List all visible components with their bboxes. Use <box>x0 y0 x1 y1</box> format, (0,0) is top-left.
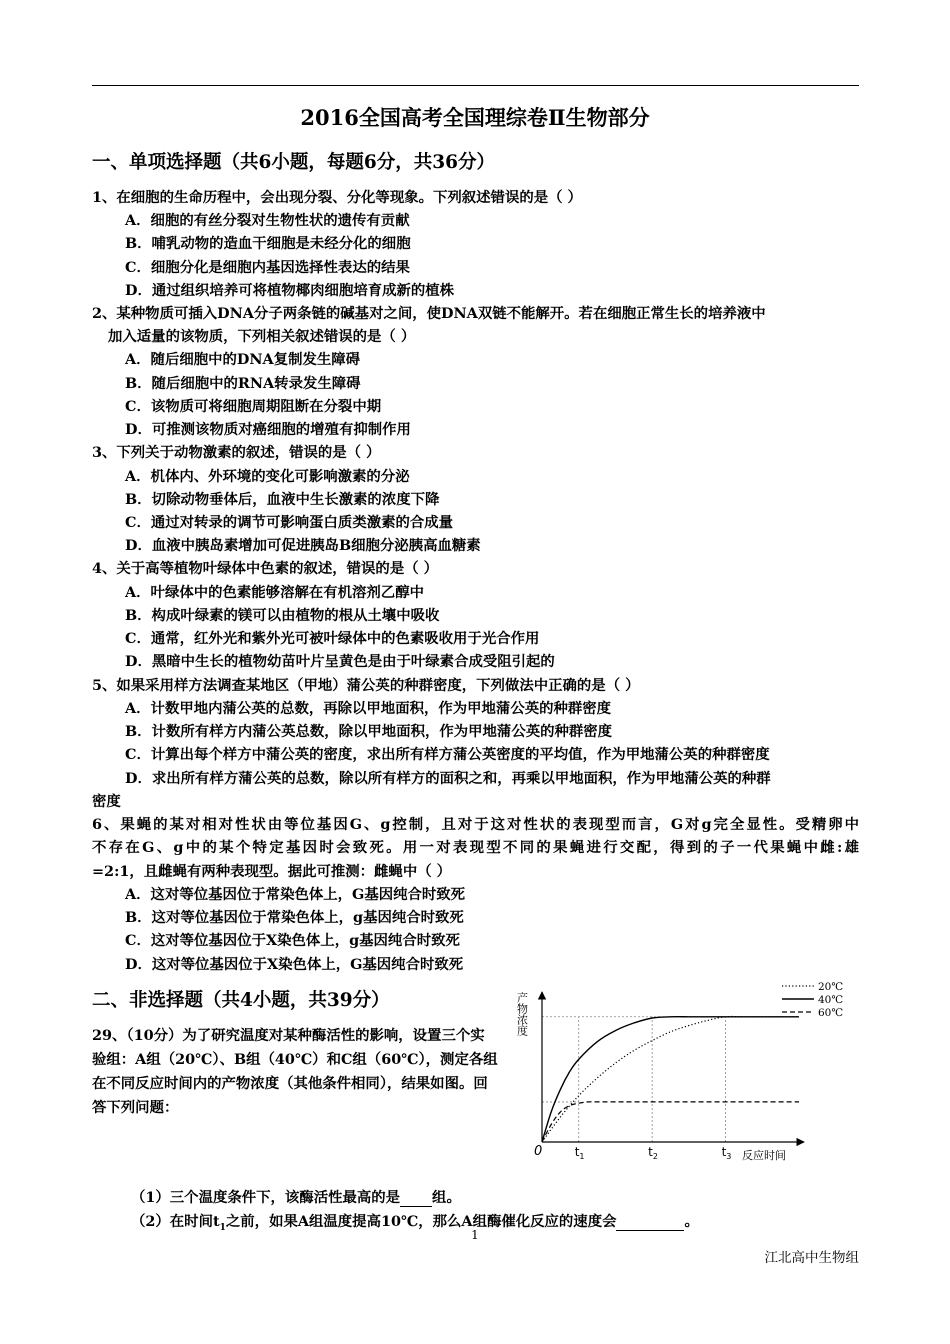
q4-option-c: C．通常，红外光和紫外光可被叶绿体中的色素吸收用于光合作用 <box>125 630 540 647</box>
section-2-heading: 二、非选择题（共4小题，共39分） <box>92 990 390 1011</box>
series-line-20℃ <box>542 1017 799 1142</box>
q29-sub2-subscript: 1 <box>219 1222 226 1233</box>
q29-sub1-text: （1）三个温度条件下，该酶活性最高的是 <box>131 1189 401 1206</box>
page-title: 2016全国高考全国理综卷Ⅱ生物部分 <box>300 105 650 130</box>
q1-option-c: C．细胞分化是细胞内基因选择性表达的结果 <box>125 259 410 276</box>
q6-option-c: C．这对等位基因位于X染色体上，g基因纯合时致死 <box>125 932 460 949</box>
q6-stem: 6、果蝇的某对相对性状由等位基因G、g控制，且对于这对性状的表现型而言，G对g完全显性。受精卵中 <box>92 816 859 833</box>
q5-option-d: D．求出所有样方蒲公英的总数，除以所有样方的面积之和，再乘以甲地面积，作为甲地蒲公英的种群 <box>125 770 771 787</box>
q5-stem: 5、如果采用样方法调查某地区（甲地）蒲公英的种群密度，下列做法中正确的是（ ） <box>92 677 640 694</box>
q29-sub2-end: 。 <box>684 1213 699 1230</box>
y-axis-label: 产物浓度 <box>515 992 529 1036</box>
q2-option-c: C．该物质可将细胞周期阻断在分裂中期 <box>125 398 382 415</box>
q5-option-a: A．计数甲地内蒲公英的总数，再除以甲地面积，作为甲地蒲公英的种群密度 <box>125 700 612 717</box>
legend-label-40℃: 40℃ <box>818 994 844 1006</box>
chart-guide-lines <box>542 1017 726 1142</box>
q29-intro: 29、（10分）为了研究温度对某种酶活性的影响，设置三个实验组：A组（20℃）、B组（40℃）和C组（60℃），测定各组在不同反应时间内的产物浓度（其他条件相同），结果如图。回答下列问题： <box>92 1027 498 1116</box>
section-1-heading: 一、单项选择题（共6小题，每题6分，共36分） <box>92 152 495 173</box>
series-line-40℃ <box>542 1017 799 1142</box>
q3-option-d: D．血液中胰岛素增加可促进胰岛B细胞分泌胰高血糖素 <box>125 537 481 554</box>
legend-label-60℃: 60℃ <box>818 1007 844 1019</box>
chart-legend <box>782 981 843 1019</box>
q5-option-b: B．计数所有样方内蒲公英总数，除以甲地面积，作为甲地蒲公英的种群密度 <box>125 723 613 740</box>
x-tick-labels <box>575 1145 732 1161</box>
q29-sub1-blank[interactable] <box>400 1189 432 1207</box>
footer-text: 江北高中生物组 <box>764 1250 859 1266</box>
q29-sub2-pre: （2）在时间t <box>131 1213 220 1230</box>
q6-option-b: B．这对等位基因位于常染色体上，g基因纯合时致死 <box>125 909 464 926</box>
q3-option-a: A．机体内、外环境的变化可影响激素的分泌 <box>125 468 410 485</box>
q29-sub1-end: 组。 <box>432 1189 461 1206</box>
x-axis-label: 反应时间 <box>742 1149 786 1162</box>
q5-option-c: C．计算出每个样方中蒲公英的密度，求出所有样方蒲公英密度的平均值，作为甲地蒲公英的种群密度 <box>125 746 770 763</box>
legend-label-20℃: 20℃ <box>818 981 844 993</box>
product-concentration-chart <box>514 978 854 1170</box>
q1-option-b: B．哺乳动物的造血干细胞是未经分化的细胞 <box>125 235 411 252</box>
q2-stem: 2、某种物质可插入DNA分子两条链的碱基对之间，使DNA双链不能解开。若在细胞正常生长的培养液中 <box>92 305 766 322</box>
q4-stem: 4、关于高等植物叶绿体中色素的叙述，错误的是（ ） <box>92 560 439 577</box>
origin-label: 0 <box>534 1144 543 1159</box>
q2-stem-cont: 加入适量的该物质，下列相关叙述错误的是（ ） <box>108 328 416 345</box>
q4-option-d: D．黑暗中生长的植物幼苗叶片呈黄色是由于叶绿素合成受阻引起的 <box>125 653 555 670</box>
q2-option-b: B．随后细胞中的RNA转录发生障碍 <box>125 375 361 392</box>
chart-series-layer <box>542 1017 799 1142</box>
q2-option-a: A．随后细胞中的DNA复制发生障碍 <box>125 351 361 368</box>
q4-option-a: A．叶绿体中的色素能够溶解在有机溶剂乙醇中 <box>125 584 424 601</box>
q29-sub2-post: 之前，如果A组温度提高10℃，那么A组酶催化反应的速度会 <box>225 1213 617 1230</box>
q29-sub1 <box>131 1186 461 1207</box>
q1-option-d: D．通过组织培养可将植物椰肉细胞培育成新的植株 <box>125 282 455 299</box>
q6-option-a: A．这对等位基因位于常染色体上，G基因纯合时致死 <box>125 886 466 903</box>
q3-stem: 3、下列关于动物激素的叙述，错误的是（ ） <box>92 444 381 461</box>
q6-stem-cont-1: 不存在G、g中的某个特定基因时会致死。用一对表现型不同的果蝇进行交配，得到的子一代果蝇中雌:雄 <box>92 839 859 856</box>
q6-stem-cont-2: =2:1，且雌蝇有两种表现型。据此可推测：雌蝇中（ ） <box>92 863 452 880</box>
x-tick-label-t2: $t_2$ <box>648 1145 658 1161</box>
q6-option-d: D．这对等位基因位于X染色体上，G基因纯合时致死 <box>125 956 464 973</box>
q2-option-d: D．可推测该物质对癌细胞的增殖有抑制作用 <box>125 421 411 438</box>
series-line-60℃ <box>542 1102 799 1142</box>
q1-option-a: A．细胞的有丝分裂对生物性状的遗传有贡献 <box>125 212 410 229</box>
x-tick-label-t3: $t_3$ <box>721 1145 732 1161</box>
q3-option-b: B．切除动物垂体后，血液中生长激素的浓度下降 <box>125 491 440 508</box>
q3-option-c: C．通过对转录的调节可影响蛋白质类激素的合成量 <box>125 514 454 531</box>
header-rule <box>92 85 859 86</box>
q5-option-d-cont: 密度 <box>92 793 121 810</box>
q1-stem: 1、在细胞的生命历程中，会出现分裂、分化等现象。下列叙述错误的是（ ） <box>92 189 582 206</box>
x-tick-label-t1: $t_1$ <box>574 1145 585 1161</box>
q4-option-b: B．构成叶绿素的镁可以由植物的根从土壤中吸收 <box>125 607 440 624</box>
page-number: 1 <box>471 1228 479 1242</box>
